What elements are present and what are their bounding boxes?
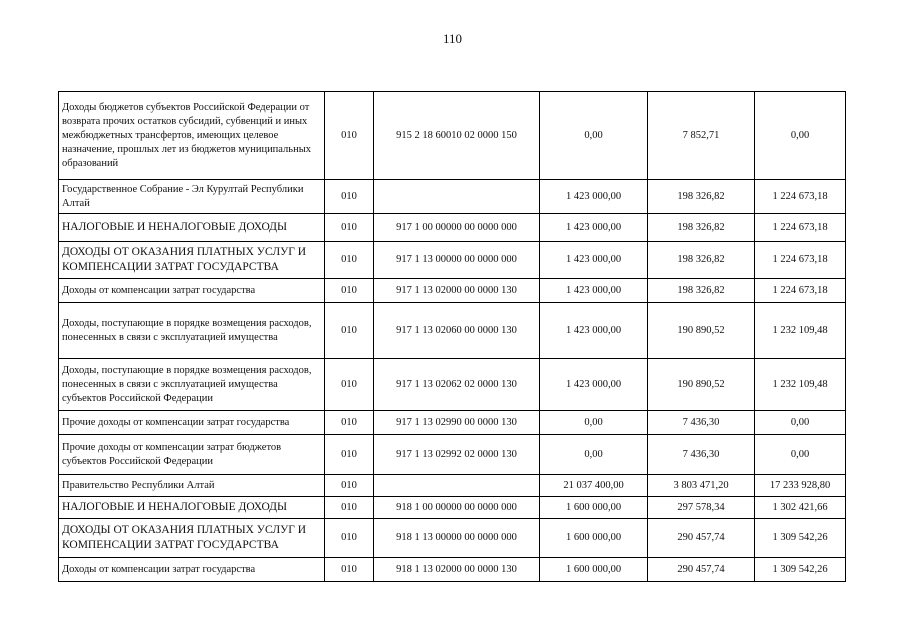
row-executed: 198 326,82 bbox=[648, 279, 755, 303]
row-executed: 190 890,52 bbox=[648, 359, 755, 411]
row-kbk: 918 1 13 02000 00 0000 130 bbox=[374, 558, 540, 582]
revenue-table bbox=[58, 91, 846, 582]
row-executed: 297 578,34 bbox=[648, 497, 755, 519]
row-unexecuted: 1 232 109,48 bbox=[755, 359, 846, 411]
row-code: 010 bbox=[325, 435, 374, 475]
row-approved: 1 600 000,00 bbox=[540, 497, 648, 519]
row-name: ДОХОДЫ ОТ ОКАЗАНИЯ ПЛАТНЫХ УСЛУГ И КОМПЕНСАЦИИ ЗАТРАТ ГОСУДАРСТВА bbox=[59, 519, 325, 558]
row-kbk: 918 1 00 00000 00 0000 000 bbox=[374, 497, 540, 519]
table-row bbox=[59, 180, 846, 214]
row-code: 010 bbox=[325, 242, 374, 279]
row-code: 010 bbox=[325, 558, 374, 582]
row-unexecuted: 0,00 bbox=[755, 411, 846, 435]
table-row bbox=[59, 303, 846, 359]
row-approved: 0,00 bbox=[540, 411, 648, 435]
row-unexecuted: 1 224 673,18 bbox=[755, 214, 846, 242]
row-unexecuted: 0,00 bbox=[755, 92, 846, 180]
row-unexecuted: 1 302 421,66 bbox=[755, 497, 846, 519]
table-row bbox=[59, 359, 846, 411]
row-name: Доходы бюджетов субъектов Российской Федерации от возврата прочих остатков субсидий, субвенций и иных межбюджетных трансфертов, имеющих целевое назначение, прошлых лет из бюджетов муниципальных образований bbox=[59, 92, 325, 180]
row-name: НАЛОГОВЫЕ И НЕНАЛОГОВЫЕ ДОХОДЫ bbox=[59, 214, 325, 242]
row-unexecuted: 1 309 542,26 bbox=[755, 558, 846, 582]
table-row bbox=[59, 92, 846, 180]
row-kbk bbox=[374, 475, 540, 497]
row-kbk: 917 1 13 02000 00 0000 130 bbox=[374, 279, 540, 303]
row-name: НАЛОГОВЫЕ И НЕНАЛОГОВЫЕ ДОХОДЫ bbox=[59, 497, 325, 519]
row-kbk: 917 1 13 02060 00 0000 130 bbox=[374, 303, 540, 359]
table-row bbox=[59, 558, 846, 582]
row-code: 010 bbox=[325, 303, 374, 359]
row-name: Прочие доходы от компенсации затрат бюджетов субъектов Российской Федерации bbox=[59, 435, 325, 475]
row-unexecuted: 1 224 673,18 bbox=[755, 180, 846, 214]
row-kbk: 915 2 18 60010 02 0000 150 bbox=[374, 92, 540, 180]
table-row bbox=[59, 279, 846, 303]
row-name: Доходы от компенсации затрат государства bbox=[59, 558, 325, 582]
row-kbk: 917 1 13 00000 00 0000 000 bbox=[374, 242, 540, 279]
table-row bbox=[59, 497, 846, 519]
row-kbk bbox=[374, 180, 540, 214]
row-name: Прочие доходы от компенсации затрат государства bbox=[59, 411, 325, 435]
row-code: 010 bbox=[325, 519, 374, 558]
row-kbk: 917 1 13 02990 00 0000 130 bbox=[374, 411, 540, 435]
row-executed: 290 457,74 bbox=[648, 519, 755, 558]
table-row bbox=[59, 214, 846, 242]
row-code: 010 bbox=[325, 359, 374, 411]
row-name: Государственное Собрание - Эл Курултай Республики Алтай bbox=[59, 180, 325, 214]
row-executed: 198 326,82 bbox=[648, 180, 755, 214]
row-approved: 21 037 400,00 bbox=[540, 475, 648, 497]
row-approved: 1 600 000,00 bbox=[540, 519, 648, 558]
table-row bbox=[59, 242, 846, 279]
row-code: 010 bbox=[325, 411, 374, 435]
row-name: ДОХОДЫ ОТ ОКАЗАНИЯ ПЛАТНЫХ УСЛУГ И КОМПЕНСАЦИИ ЗАТРАТ ГОСУДАРСТВА bbox=[59, 242, 325, 279]
page-number: 110 bbox=[442, 31, 463, 46]
row-code: 010 bbox=[325, 497, 374, 519]
row-name: Доходы, поступающие в порядке возмещения расходов, понесенных в связи с эксплуатацией имущества субъектов Российской Федерации bbox=[59, 359, 325, 411]
row-executed: 7 436,30 bbox=[648, 411, 755, 435]
row-approved: 1 423 000,00 bbox=[540, 303, 648, 359]
row-approved: 1 423 000,00 bbox=[540, 242, 648, 279]
row-unexecuted: 0,00 bbox=[755, 435, 846, 475]
row-unexecuted: 17 233 928,80 bbox=[755, 475, 846, 497]
row-code: 010 bbox=[325, 279, 374, 303]
row-executed: 190 890,52 bbox=[648, 303, 755, 359]
row-code: 010 bbox=[325, 475, 374, 497]
row-kbk: 917 1 13 02992 02 0000 130 bbox=[374, 435, 540, 475]
row-code: 010 bbox=[325, 180, 374, 214]
row-kbk: 917 1 13 02062 02 0000 130 bbox=[374, 359, 540, 411]
row-name: Доходы от компенсации затрат государства bbox=[59, 279, 325, 303]
table-row bbox=[59, 411, 846, 435]
row-approved: 1 423 000,00 bbox=[540, 359, 648, 411]
row-code: 010 bbox=[325, 214, 374, 242]
row-executed: 198 326,82 bbox=[648, 214, 755, 242]
row-executed: 290 457,74 bbox=[648, 558, 755, 582]
row-code: 010 bbox=[325, 92, 374, 180]
table-row bbox=[59, 475, 846, 497]
revenue-table-body bbox=[59, 92, 846, 582]
row-executed: 198 326,82 bbox=[648, 242, 755, 279]
row-kbk: 918 1 13 00000 00 0000 000 bbox=[374, 519, 540, 558]
table-row bbox=[59, 435, 846, 475]
row-approved: 1 423 000,00 bbox=[540, 180, 648, 214]
row-name: Правительство Республики Алтай bbox=[59, 475, 325, 497]
table-row bbox=[59, 519, 846, 558]
row-unexecuted: 1 232 109,48 bbox=[755, 303, 846, 359]
row-executed: 3 803 471,20 bbox=[648, 475, 755, 497]
row-approved: 1 600 000,00 bbox=[540, 558, 648, 582]
row-name: Доходы, поступающие в порядке возмещения расходов, понесенных в связи с эксплуатацией имущества bbox=[59, 303, 325, 359]
row-executed: 7 436,30 bbox=[648, 435, 755, 475]
row-approved: 1 423 000,00 bbox=[540, 214, 648, 242]
row-approved: 0,00 bbox=[540, 435, 648, 475]
row-approved: 0,00 bbox=[540, 92, 648, 180]
row-unexecuted: 1 224 673,18 bbox=[755, 242, 846, 279]
row-kbk: 917 1 00 00000 00 0000 000 bbox=[374, 214, 540, 242]
row-unexecuted: 1 224 673,18 bbox=[755, 279, 846, 303]
row-approved: 1 423 000,00 bbox=[540, 279, 648, 303]
row-executed: 7 852,71 bbox=[648, 92, 755, 180]
row-unexecuted: 1 309 542,26 bbox=[755, 519, 846, 558]
